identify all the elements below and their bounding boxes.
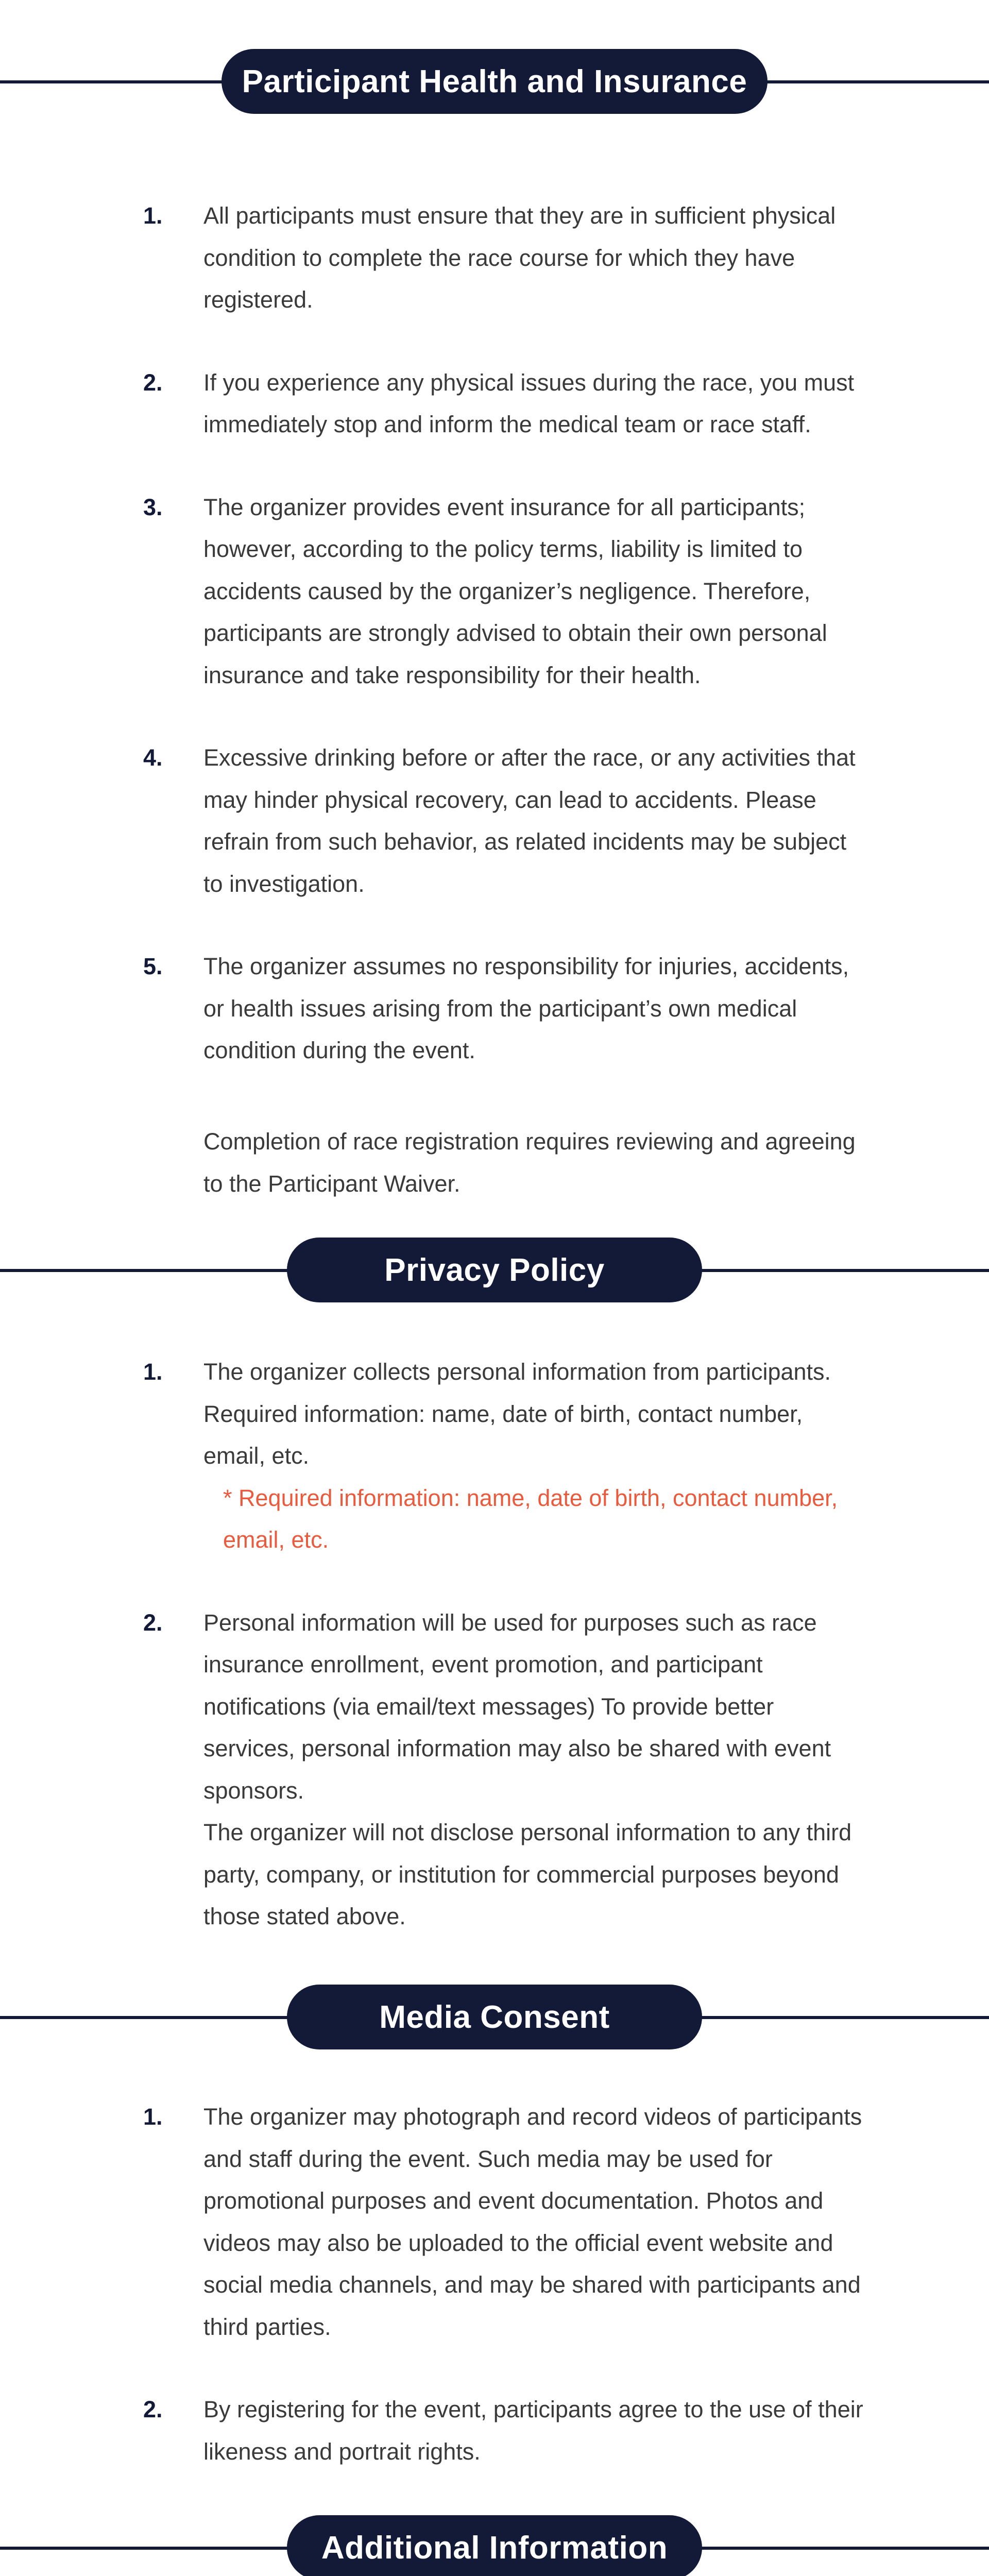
section-title: Additional Information [287, 2515, 702, 2576]
item-text: All participants must ensure that they are in sufficient physical condition to complete the race course for which they have registered. [203, 202, 836, 313]
item-number: 2. [143, 369, 163, 396]
media-list [139, 2096, 871, 2472]
item-number: 3. [143, 494, 163, 520]
list-item [139, 362, 871, 446]
section-header-additional [0, 2514, 989, 2576]
list-item [139, 1351, 871, 1561]
item-text: The organizer provides event insurance for all participants; however, according to the policy terms, liability is limited to accidents caused by the organizer’s negligence. Therefore, participants are strongly advised to obtain their own personal insurance and take responsibility for their health. [203, 494, 827, 688]
list-item [139, 195, 871, 321]
list-item [139, 2096, 871, 2348]
section-title: Privacy Policy [287, 1238, 702, 1302]
item-text: By registering for the event, participants agree to the use of their likeness and portrait rights. [203, 2396, 863, 2465]
item-number: 1. [143, 2104, 163, 2130]
item-text: Personal information will be used for purposes such as race insurance enrollment, event promotion, and participant notifications (via email/text messages) To provide better services, personal information may also be shared with event sponsors. [203, 1609, 831, 1804]
list-item [139, 1602, 871, 1938]
item-text: The organizer may photograph and record videos of participants and staff during the event. Such media may be used for promotional purposes and event documentation. Photos and videos may also be uploaded to the official event website and social media channels, and may be shared with participants and third parties. [203, 2104, 862, 2340]
section-header-health [0, 48, 989, 115]
item-number: 4. [143, 744, 163, 771]
item-text-continued: The organizer will not disclose personal information to any third party, company, or institution for commercial purposes beyond those stated above. [203, 1819, 852, 1929]
required-info-note: * Required information: name, date of birth, contact number, email, etc. [223, 1484, 838, 1553]
item-text: The organizer assumes no responsibility for injuries, accidents, or health issues arising from the participant’s own medical condition during the event. [203, 953, 849, 1063]
health-list [139, 195, 871, 1072]
item-number: 1. [143, 1359, 163, 1385]
item-number: 5. [143, 953, 163, 979]
privacy-list [139, 1351, 871, 1938]
item-text: The organizer collects personal information from participants. Required information: name, date of birth, contact number, email, etc. [203, 1359, 831, 1469]
item-number: 1. [143, 202, 163, 229]
item-text: If you experience any physical issues during the race, you must immediately stop and inform the medical team or race staff. [203, 369, 855, 437]
section-header-privacy [0, 1236, 989, 1303]
list-item [139, 486, 871, 697]
item-text: Excessive drinking before or after the race, or any activities that may hinder physical recovery, can lead to accidents. Please refrain from such behavior, as related incidents may be subject to investigation. [203, 744, 856, 897]
item-number: 2. [143, 2396, 163, 2422]
list-item [139, 737, 871, 905]
waiver-note: Completion of race registration requires reviewing and agreeing to the Participant Waiver. [203, 1128, 856, 1197]
section-header-media [0, 1984, 989, 2050]
section-title: Media Consent [287, 1985, 702, 2049]
list-item [139, 945, 871, 1072]
item-number: 2. [143, 1609, 163, 1636]
list-item [139, 2388, 871, 2472]
section-title: Participant Health and Insurance [221, 49, 768, 114]
